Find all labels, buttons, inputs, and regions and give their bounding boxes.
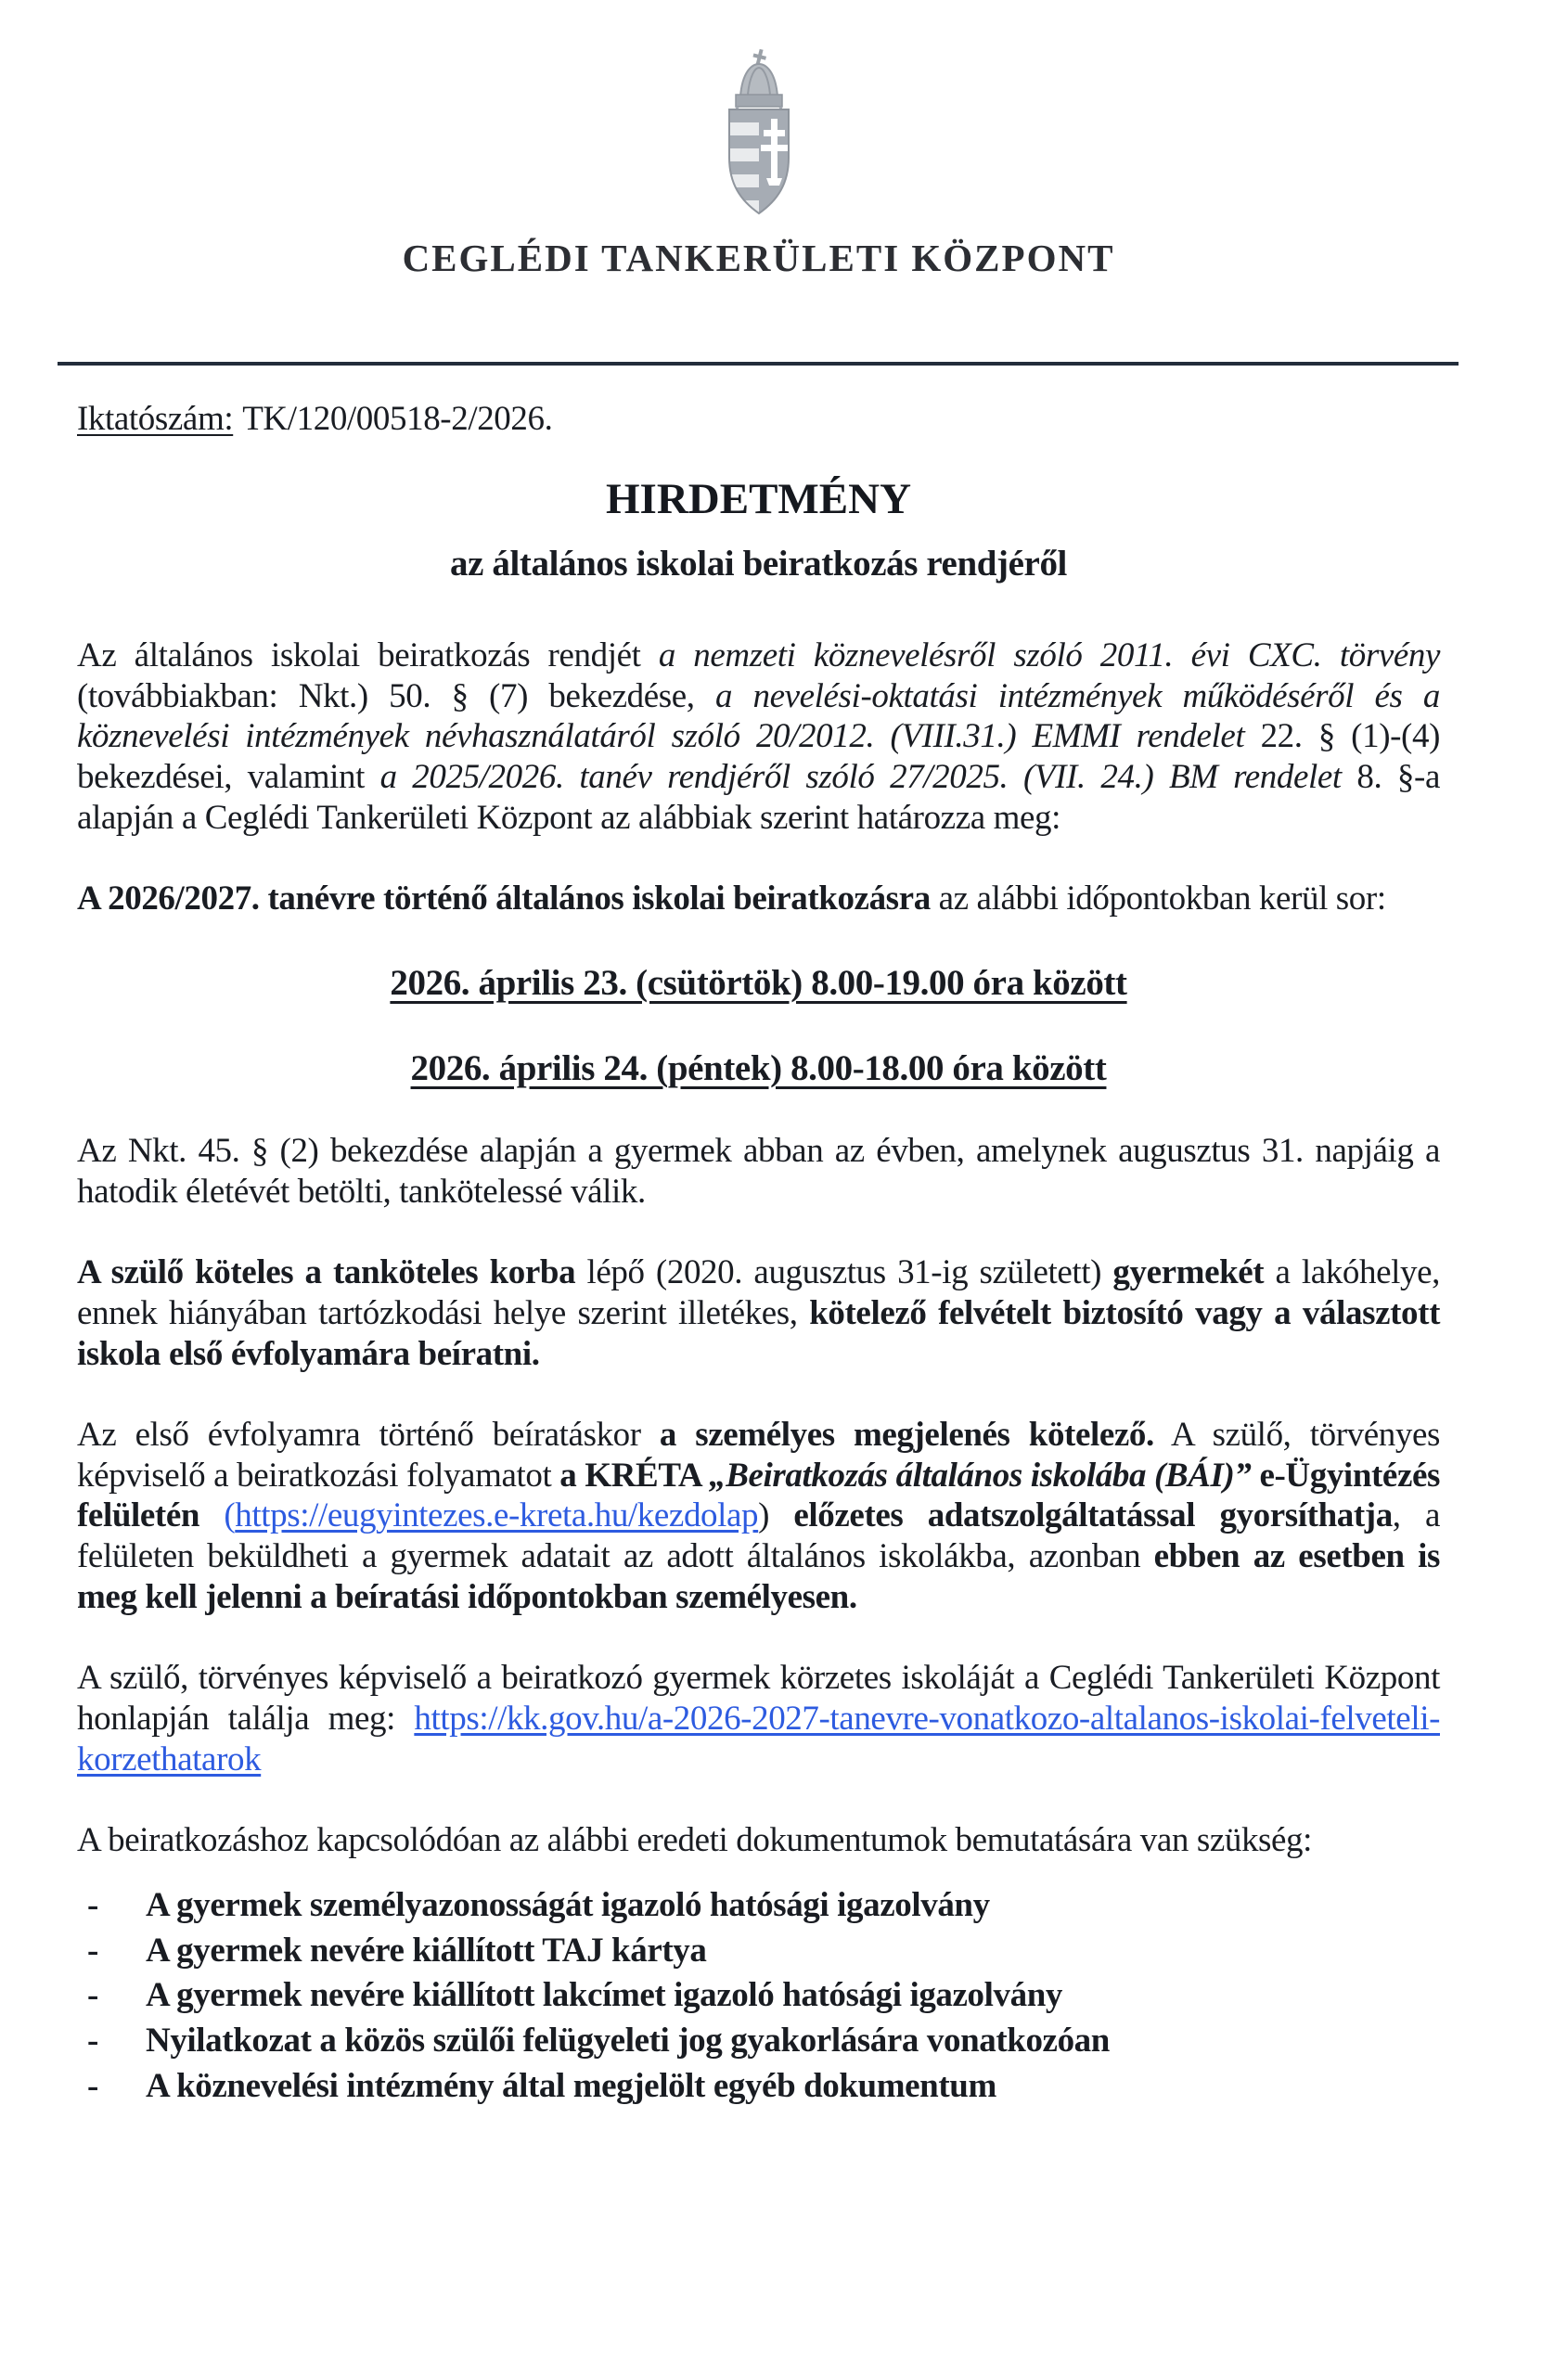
text-run: A 2026/2027. tanévre történő általános iskolai beiratkozásra (77, 879, 931, 918)
text-run: „Beiratkozás általános iskolába (BÁI)” (709, 1456, 1252, 1495)
text-run: a KRÉTA (559, 1456, 710, 1495)
text-run: az alábbi időpontokban kerül sor: (930, 879, 1386, 918)
text-run: kötelező felvételt biztosító vagy a választott iskola első évfolyamára beíratni. (77, 1293, 1440, 1373)
text-run: ( (224, 1496, 236, 1535)
registration-number-line (77, 399, 1440, 440)
document-header (77, 48, 1440, 280)
text-run: e-Ügyintézés felületén (77, 1456, 1440, 1535)
list-item (77, 2066, 1440, 2107)
text-run: 8. §-a alapján a Ceglédi Tankerületi Központ az alábbiak szerint határozza meg: (77, 757, 1440, 837)
hungarian-coat-of-arms-icon (713, 48, 805, 217)
paragraph-legal-basis (77, 635, 1440, 838)
dash-marker: - (87, 1886, 98, 1925)
text-run: a lakóhelye, ennek hiányában tartózkodási helye szerint illetékes, (77, 1253, 1440, 1332)
list-item (77, 1885, 1440, 1926)
document-title: HIRDETMÉNY (605, 475, 912, 524)
enrollment-date-1: 2026. április 23. (csütörtök) 8.00-19.00 óra között (390, 962, 1127, 1003)
list-item-text: A köznevelési intézmény által megjelölt egyéb dokumentum (146, 2066, 996, 2105)
header-divider (58, 362, 1459, 366)
list-item-text: Nyilatkozat a közös szülői felügyeleti jog gyakorlására vonatkozóan (146, 2022, 1110, 2060)
text-run: Az általános iskolai beiratkozás rendjét (77, 635, 659, 674)
text-run: A szülő, törvényes képviselő a beiratkozási folyamatot (77, 1416, 1440, 1495)
paragraph-school-age-rule: Az Nkt. 45. § (2) bekezdése alapján a gyermek abban az évben, amelynek augusztus 31. napjáig a hatodik életévét betölti, tankötelessé válik. (77, 1131, 1440, 1211)
list-item-text: A gyermek nevére kiállított TAJ kártya (146, 1931, 707, 1970)
text-run: A szülő, törvényes képviselő a beiratkozó gyermek körzetes iskoláját a Ceglédi Tankerületi Központ honlapján találja meg: (77, 1659, 1440, 1739)
list-item-text: A gyermek személyazonosságát igazoló hatósági igazolvány (146, 1886, 990, 1925)
org-name: CEGLÉDI TANKERÜLETI KÖZPONT (402, 236, 1115, 279)
enrollment-date-2: 2026. április 24. (péntek) 8.00-18.00 óra között (410, 1047, 1107, 1088)
text-run: ebben az esetben is meg kell jelenni a beíratási időpontokban személyesen. (77, 1537, 1440, 1616)
documents-list (77, 1885, 1440, 2106)
text-run: ) (758, 1496, 794, 1535)
list-item (77, 1931, 1440, 1971)
eugyintezes-link[interactable]: https://eugyintezes.e-kreta.hu/kezdolap (235, 1496, 759, 1535)
dash-marker: - (87, 2066, 98, 2105)
registration-number: TK/120/00518-2/2026. (242, 399, 553, 438)
paragraph-parent-obligation (77, 1252, 1440, 1374)
text-run: előzetes adatszolgáltatással gyorsíthatja (793, 1496, 1393, 1535)
document-subtitle: az általános iskolai beiratkozás rendjéről (450, 543, 1067, 584)
text-run: a személyes megjelenés kötelező. (659, 1416, 1154, 1455)
text-run: a nemzeti köznevelésről szóló 2011. évi CXC. törvény (658, 635, 1440, 674)
korzethatarok-link[interactable]: https://kk.gov.hu/a-2026-2027-tanevre-vonatkozo-altalanos-iskolai-felveteli-korzethatarok (77, 1700, 1440, 1778)
list-item (77, 1975, 1440, 2016)
dash-marker: - (87, 1931, 98, 1970)
list-item (77, 2021, 1440, 2061)
registration-label: Iktatószám: (77, 399, 234, 438)
text-run: (továbbiakban: Nkt.) 50. § (7) bekezdése, (77, 676, 716, 715)
text-run: 22. § (1)-(4) bekezdései, valamint (77, 717, 1440, 796)
text-run: Az első évfolyamra történő beíratáskor (77, 1416, 660, 1455)
list-item-text: A gyermek nevére kiállított lakcímet igazoló hatósági igazolvány (146, 1976, 1062, 2015)
dash-marker: - (87, 2022, 98, 2060)
dash-marker: - (87, 1976, 98, 2015)
paragraph-kreta-info (77, 1415, 1440, 1617)
text-run: lépő (2020. augusztus 31-ig született) (575, 1253, 1113, 1292)
text-run: , a felületen beküldheti a gyermek adatait az adott általános iskolákba, azonban (77, 1496, 1440, 1576)
paragraph-district-info (77, 1658, 1440, 1779)
text-run: A szülő köteles a tanköteles korba (77, 1253, 576, 1292)
paragraph-documents-intro: A beiratkozáshoz kapcsolódóan az alábbi eredeti dokumentumok bemutatására van szükség: (77, 1821, 1313, 1860)
paragraph-schedule-intro (77, 879, 1440, 919)
text-run: gyermekét (1112, 1253, 1265, 1292)
text-run: a 2025/2026. tanév rendjéről szóló 27/2025. (VII. 24.) BM rendelet (379, 757, 1342, 796)
text-run: a nevelési-oktatási intézmények működéséről és a köznevelési intézmények névhasználatáról szóló 20/2012. (VIII.31.) EMMI rendelet (77, 676, 1441, 756)
